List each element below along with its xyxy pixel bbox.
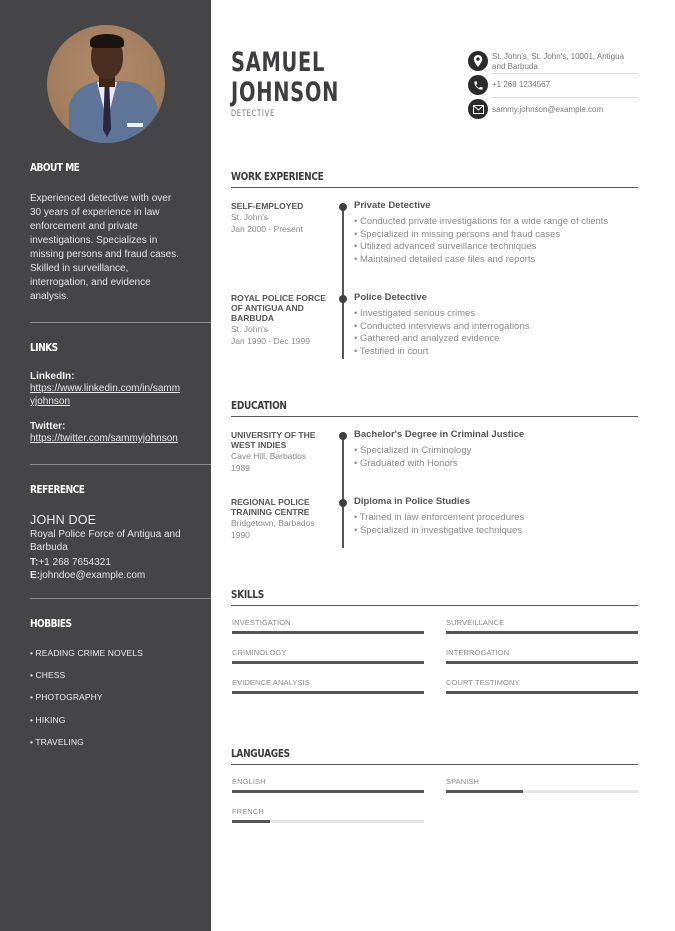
section-rule (231, 187, 638, 188)
language-label: ENGLISH (232, 777, 266, 786)
about-text: Experienced detective with over 30 years of experience in law enforcement and private investigations. Specializes in missing persons and fraud cases. Skilled in surveillance, interrogation, and evidence analysis. (30, 193, 179, 302)
work-bullet: • Specialized in missing persons and fraud cases (354, 228, 561, 240)
reference-email: johndoe@example.com (40, 570, 146, 581)
phone-text: +1 268 1234567 (492, 80, 551, 89)
language-bar (232, 820, 424, 823)
timeline-dot (339, 203, 347, 211)
skill-label: INTERROGATION (446, 648, 510, 657)
work-location: St. John's (231, 324, 269, 334)
work-role: Private Detective (354, 200, 431, 211)
edu-org: UNIVERSITY OF THE WEST INDIES (231, 430, 316, 450)
language-bar (446, 790, 638, 793)
work-heading: WORK EXPERIENCE (231, 170, 324, 183)
email-text[interactable]: sammy.johnson@example.com (492, 105, 604, 114)
reference-heading: REFERENCE (30, 483, 85, 496)
edu-bullet: • Graduated with Honors (354, 457, 458, 469)
reference-details (30, 513, 190, 582)
hobbies-heading: HOBBIES (30, 617, 72, 630)
links-heading: LINKS (30, 341, 58, 354)
about-section (30, 161, 211, 174)
edu-org: REGIONAL POLICE TRAINING CENTRE (231, 497, 310, 517)
reference-email-row (30, 569, 190, 582)
skill-bar-fill (446, 691, 638, 694)
skill-label: EVIDENCE ANALYSIS (232, 678, 310, 687)
hobbies-section (30, 617, 211, 630)
language-label: SPANISH (446, 777, 480, 786)
edu-degree: Bachelor's Degree in Criminal Justice (354, 429, 525, 440)
section-rule (231, 605, 638, 606)
edu-dates: 1989 (231, 463, 250, 473)
work-dates: Jan 1990 - Dec 1999 (231, 336, 310, 346)
skill-bar-fill (232, 691, 424, 694)
work-role: Police Detective (354, 292, 427, 303)
skill-bar (446, 691, 638, 694)
edu-entry-1-right (354, 429, 638, 470)
work-bullet: • Gathered and analyzed evidence (354, 333, 500, 344)
envelope-icon (468, 99, 488, 119)
links-section (30, 341, 211, 354)
contact-divider (492, 97, 638, 98)
reference-email-label: E: (30, 570, 40, 581)
work-org: SELF-EMPLOYED (231, 201, 304, 211)
languages-heading: LANGUAGES (231, 747, 290, 760)
name-block (231, 48, 381, 119)
edu-entry-2-right (354, 496, 638, 537)
skill-bar (232, 691, 424, 694)
edu-location: Bridgetown, Barbados (231, 518, 315, 528)
work-org: ROYAL POLICE FORCE OF ANTIGUA AND BARBUDA (231, 293, 326, 323)
work-bullet: • Conducted interviews and interrogations (354, 320, 530, 332)
skill-label: INVESTIGATION (232, 618, 291, 627)
skill-bar (232, 661, 424, 664)
education-heading: EDUCATION (231, 399, 287, 412)
last-name: JOHNSON (231, 77, 340, 108)
work-entry-2-right (354, 292, 638, 358)
language-bar (232, 790, 424, 793)
reference-phone: +1 268 7654321 (38, 557, 111, 568)
reference-phone-row (30, 556, 190, 569)
sidebar-divider (30, 322, 211, 323)
timeline-dot (339, 295, 347, 303)
work-location: St. John's (231, 212, 269, 222)
skill-bar (446, 631, 638, 634)
skill-label: COURT TESTIMONY (446, 678, 520, 687)
about-text-wrap (30, 192, 182, 304)
edu-bullet: • Specialized in investigative techniques (354, 524, 523, 536)
education-timeline (342, 434, 344, 548)
skills-heading: SKILLS (231, 588, 264, 601)
profile-photo (47, 25, 165, 143)
reference-phone-label: T: (30, 557, 39, 568)
linkedin-label: LinkedIn: (30, 371, 75, 382)
reference-name: JOHN DOE (30, 513, 97, 527)
hobby-item: • PHOTOGRAPHY (30, 692, 103, 702)
sidebar-divider (30, 598, 211, 599)
hobby-item: • TRAVELING (30, 737, 84, 747)
skill-bar (446, 661, 638, 664)
skill-bar-fill (232, 631, 424, 634)
edu-entry-1-left (231, 430, 331, 474)
section-rule (231, 764, 638, 765)
work-bullet: • Investigated serious crimes (354, 308, 476, 319)
job-title: DETECTIVE (231, 109, 275, 119)
reference-section (30, 483, 211, 496)
work-bullet: • Maintained detailed case files and reports (354, 253, 536, 265)
work-dates: Jan 2000 - Present (231, 224, 303, 234)
about-heading: ABOUT ME (30, 161, 80, 174)
sidebar (0, 0, 211, 931)
first-name: SAMUEL (231, 47, 326, 78)
work-entry-2-left (231, 293, 331, 347)
hobby-item: • CHESS (30, 670, 66, 680)
work-bullet: • Utilized advanced surveillance techniques (354, 241, 537, 252)
language-bar-fill (232, 820, 270, 823)
phone-icon (468, 75, 488, 95)
edu-dates: 1990 (231, 530, 250, 540)
timeline-dot (339, 499, 347, 507)
skill-bar-fill (446, 661, 638, 664)
twitter-label: Twitter: (30, 421, 66, 432)
edu-bullet: • Trained in law enforcement procedures (354, 512, 525, 523)
language-bar-fill (232, 790, 424, 793)
edu-location: Cave Hill, Barbados (231, 451, 307, 461)
section-rule (231, 416, 638, 417)
timeline-dot (339, 432, 347, 440)
skill-bar (232, 631, 424, 634)
sidebar-divider (30, 464, 211, 465)
linkedin-item (30, 371, 182, 408)
work-bullet: • Testified in court (354, 345, 429, 357)
skill-bar-fill (232, 661, 424, 664)
hobby-item: • READING CRIME NOVELS (30, 648, 143, 658)
address-text: St. John's, St. John's, 10001, Antigua and Barbuda (492, 52, 625, 71)
skill-label: SURVEILLANCE (446, 618, 505, 627)
work-timeline (342, 206, 344, 359)
edu-entry-2-left (231, 497, 331, 541)
work-entry-1-right (354, 200, 638, 266)
location-pin-icon (468, 51, 488, 71)
contact-divider (492, 73, 638, 74)
twitter-link[interactable]: https://twitter.com/sammyjohnson (30, 433, 178, 444)
reference-org: Royal Police Force of Antigua and Barbuda (30, 529, 181, 553)
edu-bullet: • Specialized in Criminology (354, 445, 472, 456)
skill-bar-fill (446, 631, 638, 634)
linkedin-link[interactable]: https://www.linkedin.com/in/sammyjohnson (30, 383, 181, 407)
hobby-item: • HIKING (30, 715, 66, 725)
work-entry-1-left (231, 201, 331, 235)
language-bar-fill (446, 790, 523, 793)
language-label: FRENCH (232, 807, 264, 816)
twitter-item (30, 421, 190, 445)
edu-degree: Diploma in Police Studies (354, 496, 471, 507)
work-bullet: • Conducted private investigations for a wide range of clients (354, 216, 609, 227)
skill-label: CRIMINOLOGY (232, 648, 287, 657)
